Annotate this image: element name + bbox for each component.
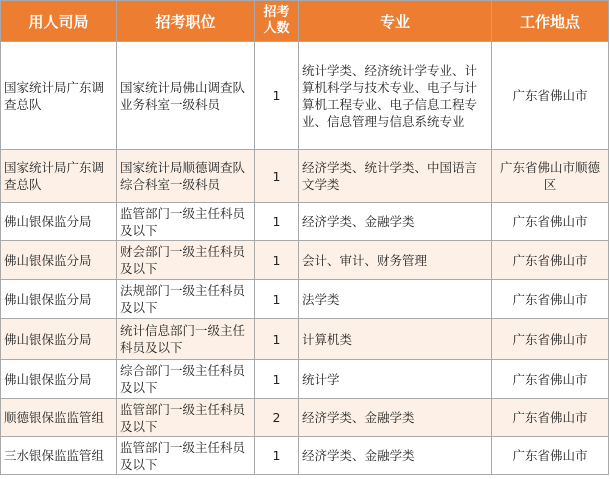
cell-unit: 佛山银保监分局	[1, 319, 117, 360]
cell-unit: 顺德银保监监管组	[1, 399, 117, 437]
table-header-row	[1, 1, 609, 42]
table-row	[1, 42, 609, 150]
cell-location: 广东省佛山市	[492, 437, 609, 475]
cell-position: 国家统计局佛山调查队业务科室一级科员	[117, 42, 255, 150]
table-row	[1, 280, 609, 319]
cell-unit: 佛山银保监分局	[1, 280, 117, 319]
cell-major: 经济学类、金融学类	[299, 203, 492, 241]
cell-unit: 国家统计局广东调查总队	[1, 150, 117, 203]
header-unit: 用人司局	[1, 1, 117, 42]
table-row	[1, 399, 609, 437]
table-row	[1, 360, 609, 399]
cell-count: 1	[255, 280, 299, 319]
cell-location: 广东省佛山市	[492, 399, 609, 437]
cell-location: 广东省佛山市	[492, 42, 609, 150]
cell-count: 1	[255, 241, 299, 280]
cell-unit: 佛山银保监分局	[1, 241, 117, 280]
table-row	[1, 241, 609, 280]
cell-count: 2	[255, 399, 299, 437]
cell-count: 1	[255, 203, 299, 241]
cell-count: 1	[255, 150, 299, 203]
cell-unit: 佛山银保监分局	[1, 360, 117, 399]
cell-position: 法规部门一级主任科员及以下	[117, 280, 255, 319]
cell-major: 统计学类、经济统计学专业、计算机科学与技术专业、电子与计算机工程专业、电子信息工程专业、信息管理与信息系统专业	[299, 42, 492, 150]
cell-major: 法学类	[299, 280, 492, 319]
cell-position: 监管部门一级主任科员及以下	[117, 437, 255, 475]
table-row	[1, 203, 609, 241]
cell-location: 广东省佛山市	[492, 280, 609, 319]
cell-location: 广东省佛山市	[492, 360, 609, 399]
cell-position: 统计信息部门一级主任科员及以下	[117, 319, 255, 360]
cell-location: 广东省佛山市	[492, 241, 609, 280]
cell-position: 监管部门一级主任科员及以下	[117, 203, 255, 241]
cell-unit: 三水银保监监管组	[1, 437, 117, 475]
cell-major: 经济学类、统计学类、中国语言文学类	[299, 150, 492, 203]
cell-count: 1	[255, 42, 299, 150]
header-location: 工作地点	[492, 1, 609, 42]
cell-major: 统计学	[299, 360, 492, 399]
table-row	[1, 319, 609, 360]
cell-major: 经济学类、金融学类	[299, 437, 492, 475]
table-row	[1, 150, 609, 203]
cell-location: 广东省佛山市	[492, 203, 609, 241]
cell-location: 广东省佛山市	[492, 319, 609, 360]
cell-major: 计算机类	[299, 319, 492, 360]
cell-position: 监管部门一级主任科员及以下	[117, 399, 255, 437]
cell-location: 广东省佛山市顺德区	[492, 150, 609, 203]
cell-count: 1	[255, 360, 299, 399]
cell-major: 经济学类、金融学类	[299, 399, 492, 437]
header-count: 招考人数	[255, 1, 299, 42]
cell-position: 综合部门一级主任科员及以下	[117, 360, 255, 399]
cell-count: 1	[255, 319, 299, 360]
cell-major: 会计、审计、财务管理	[299, 241, 492, 280]
header-major: 专业	[299, 1, 492, 42]
header-position: 招考职位	[117, 1, 255, 42]
cell-position: 国家统计局顺德调查队综合科室一级科员	[117, 150, 255, 203]
table-row	[1, 437, 609, 475]
cell-unit: 佛山银保监分局	[1, 203, 117, 241]
cell-unit: 国家统计局广东调查总队	[1, 42, 117, 150]
cell-count: 1	[255, 437, 299, 475]
cell-position: 财会部门一级主任科员及以下	[117, 241, 255, 280]
